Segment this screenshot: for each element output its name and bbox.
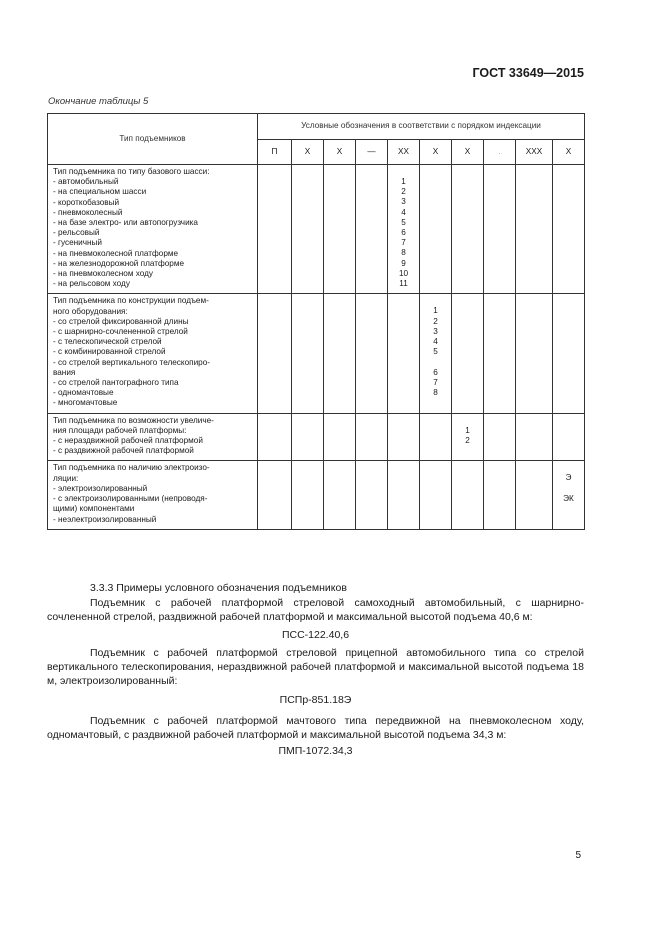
list-item: - с электроизолированными (непроводя- [53,494,208,504]
list-item: - с телескопической стрелой [53,337,162,347]
section-title: ляции: [53,473,79,483]
code-value: 5 [433,347,438,357]
code-cell [452,413,484,461]
code-value: 1 [465,425,470,435]
code-cell [420,294,452,413]
code-value: 1 [433,306,438,316]
list-item: щими) компонентами [53,504,135,514]
table-header-row [48,114,585,140]
section-title: Тип подъемника по типу базового шасси: [53,167,210,176]
example-code: ПМП-1072.34,3 [278,745,353,757]
code-value: 8 [433,388,438,398]
list-item: - пневмоколесный [53,207,123,217]
section-title: ния площади рабочей платформы: [53,425,187,435]
list-item: - автомобильный [53,177,119,187]
code-value: 2 [401,187,406,197]
list-item: - рельсовый [53,228,100,238]
list-item: - со стрелой фиксированной длины [53,316,189,326]
list-item: - со стрелой пантографного типа [53,378,179,388]
list-item: - на пневмоколесной платформе [53,248,179,258]
list-item: - с нераздвижной рабочей платформой [53,436,203,446]
list-item: - на специальном шасси [53,187,147,197]
code-value: Э [565,473,572,483]
list-item: - короткобазовый [53,197,120,207]
code-value: 4 [433,337,438,347]
list-item: - на рельсовом ходу [53,279,130,289]
code-value: 8 [401,248,406,258]
code-value: 7 [433,377,438,387]
table-row-insulation [48,461,585,529]
code-value: 4 [401,207,406,217]
symbol-cell: . [484,140,516,165]
code-value: 1 [401,177,406,186]
section-title: Тип подъемника по наличию электроизо- [53,463,210,473]
list-item: - с шарнирно-сочлененной стрелой [53,327,188,337]
standard-number: ГОСТ 33649—2015 [472,66,584,80]
symbol-cell: Х [324,140,356,165]
symbol-cell: ХХ [388,140,420,165]
list-item: - с комбинированной стрелой [53,347,166,357]
description-cell [48,413,258,461]
list-item: - одномачтовые [53,388,114,398]
symbol-cell: ХХХ [516,140,553,165]
column-header-type: Тип подъемников [48,114,258,165]
list-item: вания [53,367,76,377]
example-paragraph: Подъемник с рабочей платформой стреловой самоходный автомобильный, с шарнирно-сочлененной стрелой, раздвижной рабочей платформой и максимальной высотой подъема 40,6 м: [47,597,584,623]
example-paragraph: Подъемник с рабочей платформой стреловой прицепной автомобильного типа со стрелой вертикального телескопирования, нераздвижной рабочей платформой и максимальной высотой подъема 18 м, электроизолированный: [47,647,584,687]
symbol-cell: Х [452,140,484,165]
page-number: 5 [575,850,581,861]
table-row-construction [48,294,585,413]
list-item: - со стрелой вертикального телескопиро- [53,357,210,367]
example-code: ПСПр-851.18Э [279,694,352,706]
symbol-cell: П [258,140,292,165]
symbol-cell: — [356,140,388,165]
list-item: - электроизолированный [53,483,148,493]
description-cell [48,165,258,294]
list-item: - на железнодорожной платформе [53,258,185,268]
table-caption: Окончание таблицы 5 [48,96,149,107]
column-header-designations: Условные обозначения в соответствии с порядком индексации [258,114,585,140]
symbol-cell: Х [553,140,585,165]
code-value: 3 [401,197,406,207]
code-value: 6 [433,367,438,377]
table-row-chassis [48,165,585,294]
section-title: Тип подъемника по возможности увеличе- [53,415,214,425]
code-cell [553,461,585,529]
list-item: - многомачтовые [53,398,118,408]
code-cell [388,165,420,294]
description-cell [48,461,258,529]
code-value: 3 [433,326,438,336]
list-item: - на пневмоколесном ходу [53,269,153,279]
table-row-platform [48,413,585,461]
section-title: Тип подъемника по конструкции подъем- [53,296,209,306]
symbol-cell: Х [292,140,324,165]
example-code: ПСС-122.40,6 [281,629,350,641]
code-value: 11 [399,279,408,289]
code-value: ЭК [563,494,574,504]
code-value: 2 [465,435,470,445]
description-cell [48,294,258,413]
code-value: 7 [401,238,406,248]
list-item: - неэлектроизолированный [53,514,157,524]
code-value: 2 [433,316,438,326]
section-heading: 3.3.3 Примеры условного обозначения подъемников [90,582,347,594]
example-paragraph: Подъемник с рабочей платформой мачтового типа передвижной на пневмоколесном ходу, одномачтовый, с раздвижной рабочей платформой и максимальной высотой подъема 34,3 м: [47,715,584,741]
designation-table [47,113,585,530]
code-value: 5 [401,217,406,227]
symbol-cell: Х [420,140,452,165]
list-item: - с раздвижной рабочей платформой [53,446,194,456]
code-value: 9 [401,258,406,268]
code-value: 6 [401,228,406,238]
list-item: - на базе электро- или автопогрузчика [53,218,198,228]
code-value: 10 [398,268,409,278]
list-item: - гусеничный [53,238,102,248]
section-title: ного оборудования: [53,306,128,316]
